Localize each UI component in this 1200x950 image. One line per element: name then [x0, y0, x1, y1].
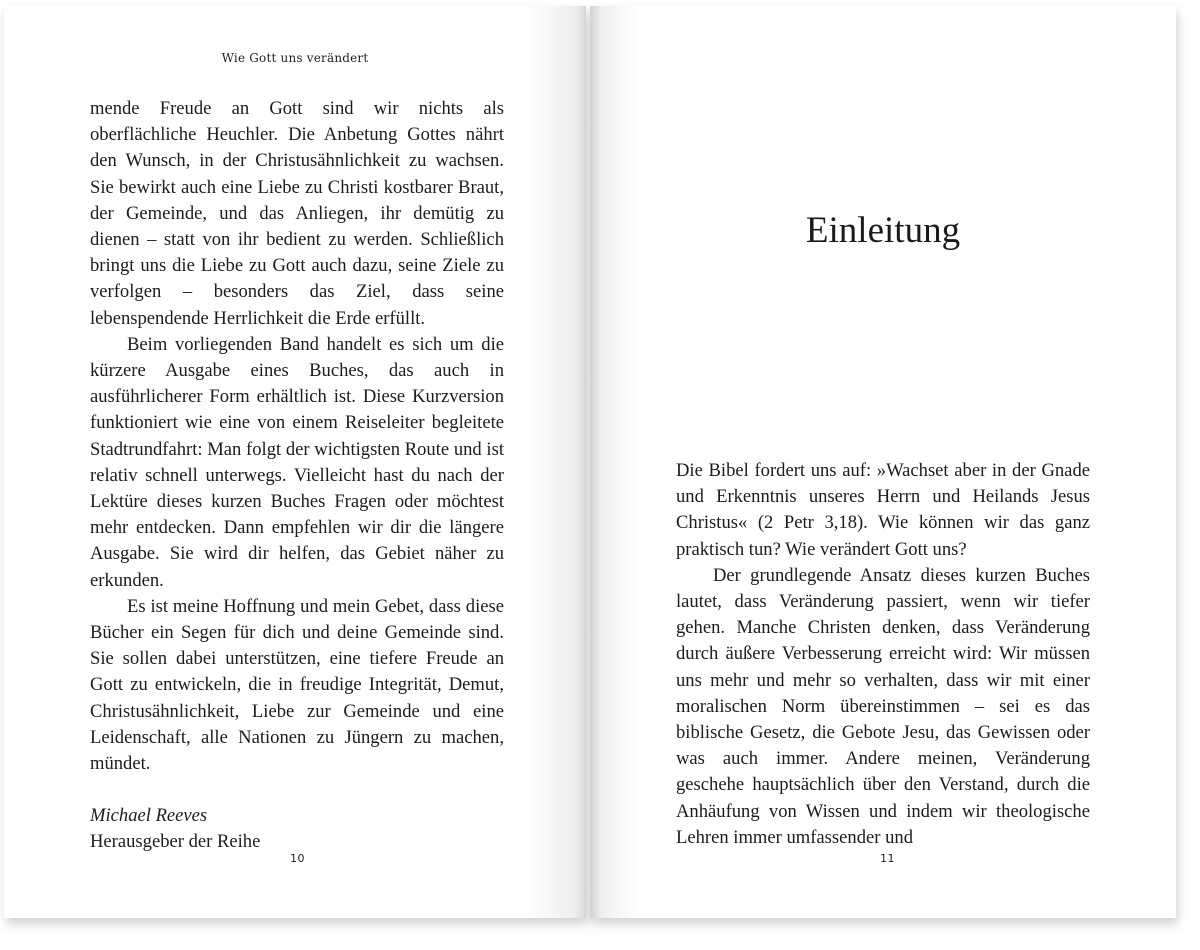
left-page-body: [90, 96, 504, 856]
page-number: 10: [290, 852, 305, 865]
running-head: Wie Gott uns verändert: [221, 51, 369, 65]
paragraph: Die Bibel fordert uns auf: »Wachset aber in der Gnade und Erkenntnis unseres Herrn und Heilands Jesus Christus« (2 Petr 3,18). Wie können wir das ganz praktisch tun? Wie verändert Gott uns?: [676, 460, 1090, 560]
paragraph: Es ist meine Hoffnung und mein Gebet, dass diese Bücher ein Segen für dich und deine Gemeinde sind. Sie sollen dabei unterstützen, eine tiefere Freude an Gott zu entwickeln, die in freudige Integrität, Demut, Christusähnlichkeit, Liebe zur Gemeinde und eine Leidenschaft, alle Nationen zu Jüngern zu machen, mündet.: [90, 595, 504, 775]
signature-name: Michael Reeves: [90, 805, 208, 827]
right-page-body: [676, 458, 1090, 851]
paragraph: Der grundlegende Ansatz dieses kurzen Buches lautet, dass Veränderung passiert, wenn wir tiefer gehen. Manche Christen denken, dass Veränderung durch äußere Verbesserung erreicht wird: Wir müssen uns mehr und mehr so verhalten, dass wir mit einer moralischen Norm übereinstimmen – sei es das biblische Gesetz, die Gebote Jesu, das Gewissen oder was auch immer. Andere meinen, Veränderung geschehe hauptsächlich über den Verstand, durch die Anhäufung von Wissen und indem wir theologische Lehren immer umfassender und: [676, 564, 1090, 848]
page-number: 11: [880, 852, 895, 865]
signature-role: Herausgeber der Reihe: [90, 831, 261, 853]
left-page: [4, 6, 586, 918]
paragraph: Beim vorliegenden Band handelt es sich um die kürzere Ausgabe eines Buches, das auch in ausführlicherer Form erhältlich ist. Diese Kurzversion funktioniert wie eine von einem Reiseleiter begleitete Stadtrundfahrt: Man folgt der wichtigsten Route und ist relativ schnell unterwegs. Vielleicht hast du nach der Lektüre dieses kurzen Buches Fragen oder möchtest mehr entdecken. Dann empfehlen wir dir die längere Ausgabe. Sie wird dir helfen, das Gebiet näher zu erkunden.: [90, 333, 504, 591]
right-page: [590, 6, 1176, 918]
paragraph: mende Freude an Gott sind wir nichts als oberflächliche Heuchler. Die Anbetung Gottes nährt den Wunsch, in der Christusähnlichkeit zu wachsen. Sie bewirkt auch eine Liebe zu Christi kostbarer Braut, der Gemeinde, und das Anliegen, ihr demütig zu dienen – statt von ihr bedient zu werden. Schließlich bringt uns die Liebe zu Gott auch dazu, seine Ziele zu verfolgen – besonders das Ziel, dass seine lebenspendende Herrlichkeit die Erde erfüllt.: [90, 98, 504, 329]
signature: [90, 803, 504, 855]
chapter-title: Einleitung: [805, 210, 961, 251]
